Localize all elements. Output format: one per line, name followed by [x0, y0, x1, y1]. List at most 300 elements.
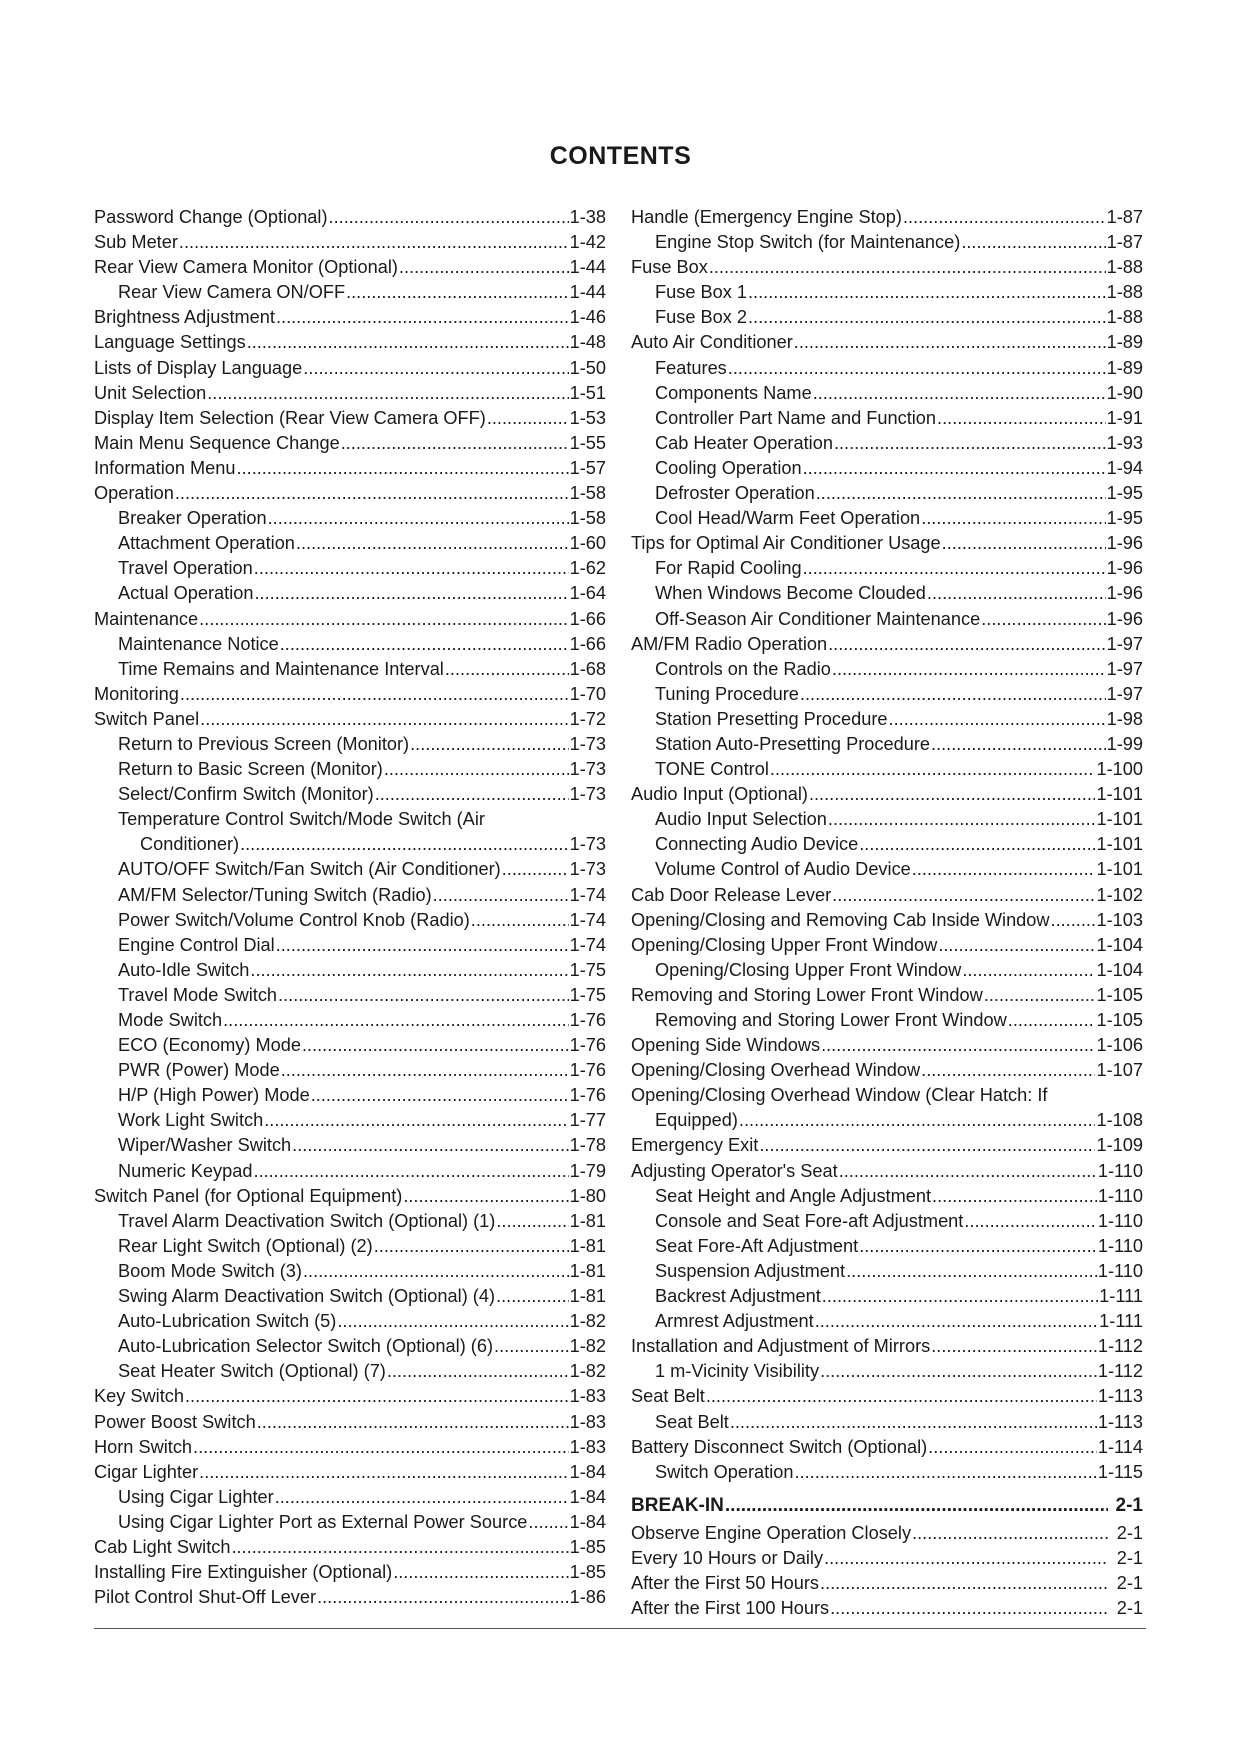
toc-entry-page: 1-104 — [1096, 934, 1143, 955]
toc-entry-title: Installing Fire Extinguisher (Optional) — [94, 1562, 393, 1583]
toc-entry[interactable] — [94, 857, 606, 882]
toc-entry[interactable] — [631, 1309, 1143, 1334]
toc-entry-title: Station Auto-Presetting Procedure — [655, 733, 930, 754]
toc-entry[interactable] — [631, 1460, 1143, 1485]
toc-leader-dots — [759, 1133, 1095, 1158]
toc-entry[interactable] — [94, 356, 606, 381]
toc-entry[interactable] — [631, 883, 1143, 908]
toc-entry-title: Information Menu — [94, 457, 236, 478]
toc-entry[interactable] — [94, 1108, 606, 1133]
toc-leader-dots — [820, 1359, 1097, 1384]
toc-entry-title: Display Item Selection (Rear View Camera OFF) — [94, 407, 486, 428]
toc-entry[interactable] — [94, 1560, 606, 1585]
toc-entry-title: Travel Operation — [118, 558, 253, 579]
toc-entry[interactable] — [631, 1184, 1143, 1209]
toc-entry[interactable] — [631, 1521, 1143, 1546]
toc-section-heading[interactable] — [631, 1493, 1143, 1521]
toc-entry[interactable] — [94, 1485, 606, 1510]
toc-entry-title: Key Switch — [94, 1386, 184, 1407]
toc-leader-dots — [728, 356, 1106, 381]
toc-entry[interactable] — [631, 1083, 1143, 1108]
toc-entry[interactable] — [631, 632, 1143, 657]
toc-entry-title: Power Switch/Volume Control Knob (Radio) — [118, 909, 470, 930]
toc-leader-dots — [1051, 908, 1096, 933]
toc-entry-page: 1-110 — [1097, 1260, 1143, 1281]
toc-entry-title: PWR (Power) Mode — [118, 1060, 280, 1081]
toc-entry-page: 1-105 — [1096, 1010, 1143, 1030]
toc-entry-page: 1-74 — [569, 934, 606, 955]
toc-entry-title: Using Cigar Lighter — [118, 1486, 274, 1507]
toc-leader-dots — [237, 456, 569, 481]
toc-leader-dots — [921, 1058, 1095, 1083]
toc-entry-page: 1-51 — [569, 382, 606, 403]
toc-leader-dots — [981, 607, 1105, 632]
toc-entry-title: Work Light Switch — [118, 1110, 264, 1131]
toc-entry-page: 1-81 — [569, 1210, 606, 1231]
toc-entry[interactable] — [631, 481, 1143, 506]
toc-entry-title: ECO (Economy) Mode — [118, 1035, 301, 1056]
toc-entry-page: 1-84 — [569, 1461, 606, 1482]
toc-entry[interactable] — [631, 933, 1143, 958]
toc-entry[interactable] — [631, 330, 1143, 355]
toc-entry[interactable] — [631, 1159, 1143, 1184]
toc-entry-title: Seat Height and Angle Adjustment — [655, 1185, 932, 1206]
toc-entry-page: 1-111 — [1099, 1286, 1143, 1307]
toc-entry-page: 1-85 — [569, 1562, 606, 1583]
toc-leader-dots — [834, 431, 1106, 456]
toc-entry-title: Fuse Box 2 — [655, 307, 747, 328]
toc-entry-title: Using Cigar Lighter Port as External Power Source — [118, 1511, 528, 1532]
toc-leader-dots — [496, 1209, 568, 1234]
toc-entry-page: 1-82 — [569, 1361, 606, 1382]
toc-entry-title: Seat Fore-Aft Adjustment — [655, 1235, 859, 1256]
toc-entry-title: Cab Heater Operation — [655, 432, 833, 453]
toc-entry-title: 1 m-Vicinity Visibility — [655, 1361, 820, 1382]
toc-entry[interactable] — [631, 983, 1143, 1008]
toc-leader-dots — [193, 1435, 569, 1460]
toc-leader-dots — [748, 305, 1106, 330]
toc-entry[interactable] — [631, 657, 1143, 682]
toc-entry[interactable] — [94, 1133, 606, 1158]
toc-entry[interactable] — [94, 732, 606, 757]
toc-entry-page: 1-77 — [569, 1110, 606, 1131]
toc-entry[interactable] — [94, 1083, 606, 1108]
toc-entry-title: Auto-Lubrication Switch (5) — [118, 1311, 337, 1332]
toc-entry-title: Maintenance Notice — [118, 633, 279, 654]
toc-entry-page: 1-81 — [569, 1286, 606, 1307]
toc-entry[interactable] — [631, 305, 1143, 330]
toc-entry[interactable] — [94, 406, 606, 431]
toc-entry-title: Conditioner) — [140, 834, 240, 855]
toc-leader-dots — [984, 983, 1096, 1008]
toc-entry[interactable] — [631, 381, 1143, 406]
toc-leader-dots — [937, 406, 1106, 431]
toc-entry[interactable] — [94, 1510, 606, 1535]
toc-entry[interactable] — [631, 707, 1143, 732]
toc-leader-dots — [231, 1535, 568, 1560]
toc-leader-dots — [962, 958, 1095, 983]
toc-entry[interactable] — [94, 280, 606, 305]
toc-entry-title: Auto Air Conditioner — [631, 332, 793, 353]
toc-entry[interactable] — [631, 1596, 1143, 1621]
toc-entry-title: Switch Panel — [94, 708, 200, 729]
toc-entry-title: Travel Mode Switch — [118, 984, 278, 1005]
toc-entry[interactable] — [94, 933, 606, 958]
toc-entry-page: 1-66 — [569, 608, 606, 629]
toc-entry[interactable] — [94, 330, 606, 355]
toc-leader-dots — [341, 431, 569, 456]
toc-entry[interactable] — [631, 1008, 1143, 1033]
toc-entry[interactable] — [94, 1334, 606, 1359]
toc-leader-dots — [403, 1184, 568, 1209]
toc-entry-page: 1-70 — [569, 683, 606, 704]
toc-leader-dots — [199, 607, 568, 632]
toc-entry-title: Emergency Exit — [631, 1135, 759, 1156]
toc-entry[interactable] — [94, 632, 606, 657]
toc-entry[interactable] — [94, 255, 606, 280]
toc-entry-page: 1-75 — [569, 959, 606, 980]
toc-entry-title: Numeric Keypad — [118, 1160, 253, 1181]
toc-leader-dots — [859, 1234, 1097, 1259]
toc-entry-page: 1-57 — [569, 457, 606, 478]
toc-entry-title: Adjusting Operator's Seat — [631, 1160, 838, 1181]
toc-entry-page: 1-112 — [1097, 1336, 1143, 1357]
toc-leader-dots — [346, 280, 569, 305]
toc-entry[interactable] — [94, 1284, 606, 1309]
toc-entry-page: 1-46 — [569, 307, 606, 328]
toc-leader-dots — [302, 1033, 569, 1058]
toc-entry-page: 1-83 — [569, 1411, 606, 1432]
toc-leader-dots — [794, 330, 1106, 355]
toc-leader-dots — [337, 1309, 568, 1334]
toc-entry-title: Brightness Adjustment — [94, 307, 275, 328]
toc-entry-title: Switch Panel (for Optional Equipment) — [94, 1185, 403, 1206]
toc-entry-title: Language Settings — [94, 332, 246, 353]
toc-leader-dots — [329, 205, 569, 230]
toc-entry[interactable] — [631, 1209, 1143, 1234]
toc-entry-page: 1-101 — [1096, 809, 1143, 830]
toc-entry-title: Travel Alarm Deactivation Switch (Optional) (1) — [118, 1210, 496, 1231]
toc-entry-title: Breaker Operation — [118, 508, 267, 529]
toc-entry[interactable] — [94, 757, 606, 782]
toc-entry-page: 1-68 — [569, 658, 606, 679]
toc-entry[interactable] — [631, 556, 1143, 581]
toc-entry-page: 1-58 — [569, 483, 606, 504]
toc-entry[interactable] — [631, 1359, 1143, 1384]
toc-entry[interactable] — [94, 1585, 606, 1610]
toc-entry[interactable] — [94, 1435, 606, 1460]
toc-entry[interactable] — [631, 431, 1143, 456]
toc-entry[interactable] — [94, 1058, 606, 1083]
toc-entry[interactable] — [94, 305, 606, 330]
toc-entry[interactable] — [631, 1133, 1143, 1158]
toc-entry-page: 1-84 — [569, 1486, 606, 1507]
toc-entry[interactable] — [631, 255, 1143, 280]
toc-entry-page: 1-78 — [569, 1135, 606, 1156]
toc-entry-title: Cooling Operation — [655, 457, 802, 478]
toc-entry-page: 1-90 — [1106, 382, 1143, 403]
toc-entry[interactable] — [631, 1259, 1143, 1284]
toc-entry[interactable] — [631, 782, 1143, 807]
toc-entry-page: 1-108 — [1096, 1110, 1143, 1131]
toc-leader-dots — [240, 832, 569, 857]
toc-leader-dots — [276, 305, 569, 330]
toc-entry-page: 1-113 — [1097, 1386, 1143, 1407]
toc-leader-dots — [433, 883, 569, 908]
toc-entry-title: Fuse Box 1 — [655, 282, 747, 303]
toc-entry[interactable] — [94, 832, 606, 857]
toc-entry[interactable] — [94, 1384, 606, 1409]
toc-entry[interactable] — [94, 506, 606, 531]
toc-entry-title: When Windows Become Clouded — [655, 583, 926, 604]
toc-entry[interactable] — [94, 456, 606, 481]
toc-leader-dots — [832, 883, 1095, 908]
toc-entry-title: Armrest Adjustment — [655, 1311, 814, 1332]
toc-entry[interactable] — [631, 531, 1143, 556]
toc-entry-page: 1-88 — [1106, 307, 1143, 328]
toc-entry-page: 2-1 — [1116, 1522, 1143, 1543]
toc-entry-title: Controller Part Name and Function — [655, 407, 937, 428]
toc-entry[interactable] — [94, 908, 606, 933]
toc-entry-title: Lists of Display Language — [94, 357, 303, 378]
toc-leader-dots — [942, 531, 1106, 556]
toc-entry-title: AM/FM Selector/Tuning Switch (Radio) — [118, 884, 432, 905]
toc-entry[interactable] — [631, 456, 1143, 481]
toc-entry-page: 1-110 — [1097, 1235, 1143, 1256]
toc-entry-title: Station Presetting Procedure — [655, 708, 888, 729]
toc-entry-title: Observe Engine Operation Closely — [631, 1522, 912, 1543]
toc-entry[interactable] — [631, 682, 1143, 707]
toc-entry[interactable] — [94, 1309, 606, 1334]
toc-leader-dots — [496, 1284, 569, 1309]
toc-entry-title: Opening/Closing Overhead Window — [631, 1060, 921, 1081]
toc-entry-page: 1-81 — [569, 1260, 606, 1281]
toc-entry-title: AM/FM Radio Operation — [631, 633, 828, 654]
toc-leader-dots — [725, 1493, 1108, 1518]
toc-entry[interactable] — [631, 832, 1143, 857]
toc-entry[interactable] — [631, 732, 1143, 757]
toc-entry-title: Actual Operation — [118, 583, 254, 604]
toc-entry[interactable] — [631, 757, 1143, 782]
toc-entry-page: 1-104 — [1096, 959, 1143, 980]
toc-entry-page: 1-58 — [569, 508, 606, 529]
toc-leader-dots — [932, 1184, 1097, 1209]
toc-entry[interactable] — [631, 1571, 1143, 1596]
toc-leader-dots — [276, 933, 569, 958]
toc-entry-title: Swing Alarm Deactivation Switch (Optional) (4) — [118, 1286, 496, 1307]
toc-entry-page: 1-100 — [1096, 759, 1143, 780]
toc-entry-page: 2-1 — [1116, 1598, 1143, 1619]
toc-leader-dots — [502, 857, 569, 882]
toc-leader-dots — [180, 682, 569, 707]
toc-entry-page: 1-85 — [569, 1536, 606, 1557]
toc-leader-dots — [374, 1234, 569, 1259]
toc-entry[interactable] — [94, 1535, 606, 1560]
toc-leader-dots — [278, 983, 569, 1008]
toc-entry[interactable] — [631, 1033, 1143, 1058]
toc-entry-page: 1-62 — [569, 558, 606, 579]
toc-entry-page: 1-73 — [569, 834, 606, 855]
toc-entry[interactable] — [94, 531, 606, 556]
toc-entry-title: Equipped) — [655, 1110, 738, 1131]
toc-leader-dots — [247, 330, 569, 355]
toc-entry[interactable] — [94, 1033, 606, 1058]
toc-entry-page: 1-76 — [569, 1035, 606, 1056]
toc-leader-dots — [859, 832, 1095, 857]
toc-entry-title: Removing and Storing Lower Front Window — [655, 1010, 1007, 1030]
toc-entry-page: 1-60 — [569, 533, 606, 554]
toc-leader-dots — [528, 1510, 568, 1535]
toc-entry-page: 1-101 — [1096, 784, 1143, 805]
toc-leader-dots — [384, 757, 569, 782]
toc-entry[interactable] — [631, 581, 1143, 606]
toc-entry[interactable] — [94, 707, 606, 732]
toc-entry[interactable] — [631, 1546, 1143, 1571]
toc-entry[interactable] — [631, 1234, 1143, 1259]
toc-entry-page: 1-64 — [569, 583, 606, 604]
toc-entry[interactable] — [94, 431, 606, 456]
toc-leader-dots — [816, 481, 1106, 506]
toc-entry[interactable] — [94, 782, 606, 807]
toc-entry[interactable] — [94, 1209, 606, 1234]
toc-entry-page: 1-72 — [569, 708, 606, 729]
toc-entry-title: Off-Season Air Conditioner Maintenance — [655, 608, 981, 629]
toc-entry[interactable] — [94, 1460, 606, 1485]
toc-entry-page: 1-73 — [569, 859, 606, 880]
toc-leader-dots — [264, 1108, 568, 1133]
toc-column-right — [631, 205, 1143, 1621]
toc-leader-dots — [280, 632, 569, 657]
toc-entry-page: 1-73 — [569, 733, 606, 754]
toc-entry[interactable] — [94, 1159, 606, 1184]
toc-entry[interactable] — [631, 908, 1143, 933]
toc-leader-dots — [254, 581, 568, 606]
toc-entry[interactable] — [631, 807, 1143, 832]
toc-entry-page: 1-80 — [569, 1185, 606, 1206]
toc-entry-page: 1-75 — [569, 984, 606, 1005]
toc-entry[interactable] — [631, 1384, 1143, 1409]
toc-entry[interactable] — [631, 1108, 1143, 1133]
toc-entry[interactable] — [631, 506, 1143, 531]
toc-leader-dots — [739, 1108, 1096, 1133]
toc-entry-page: 1-50 — [569, 357, 606, 378]
toc-entry[interactable] — [94, 205, 606, 230]
toc-entry[interactable] — [94, 1359, 606, 1384]
toc-entry-title: Password Change (Optional) — [94, 207, 328, 227]
toc-entry-title: Opening/Closing Upper Front Window — [655, 959, 962, 980]
toc-entry[interactable] — [94, 682, 606, 707]
toc-entry-page: 1-107 — [1096, 1060, 1143, 1081]
toc-leader-dots — [813, 381, 1106, 406]
toc-entry-page: 1-79 — [569, 1160, 606, 1181]
toc-leader-dots — [254, 556, 569, 581]
toc-entry-page: 1-110 — [1097, 1160, 1143, 1181]
toc-leader-dots — [175, 481, 569, 506]
toc-entry-page: 1-110 — [1097, 1185, 1143, 1206]
toc-entry[interactable] — [631, 958, 1143, 983]
toc-leader-dots — [938, 933, 1095, 958]
toc-entry[interactable] — [631, 230, 1143, 255]
toc-leader-dots — [207, 381, 568, 406]
toc-entry[interactable] — [631, 1284, 1143, 1309]
toc-entry-page: 1-114 — [1097, 1436, 1143, 1457]
toc-entry[interactable] — [94, 883, 606, 908]
toc-leader-dots — [828, 807, 1096, 832]
toc-entry[interactable] — [94, 983, 606, 1008]
toc-entry[interactable] — [631, 1435, 1143, 1460]
toc-entry-page: 1-98 — [1106, 708, 1143, 729]
toc-entry-title: Opening/Closing and Removing Cab Inside Window — [631, 909, 1050, 930]
toc-entry[interactable] — [94, 581, 606, 606]
toc-entry[interactable] — [631, 280, 1143, 305]
toc-entry-page: 1-112 — [1097, 1361, 1143, 1382]
toc-entry[interactable] — [94, 1259, 606, 1284]
toc-entry[interactable] — [631, 406, 1143, 431]
toc-entry[interactable] — [631, 1334, 1143, 1359]
toc-leader-dots — [317, 1585, 569, 1610]
toc-entry-page: 1-76 — [569, 1010, 606, 1030]
toc-entry-title: Unit Selection — [94, 382, 207, 403]
toc-leader-dots — [399, 255, 569, 280]
toc-entry-page: 1-83 — [569, 1436, 606, 1457]
toc-entry[interactable] — [94, 807, 606, 832]
toc-entry[interactable] — [94, 657, 606, 682]
toc-leader-dots — [706, 1384, 1097, 1409]
toc-entry-title: Rear View Camera Monitor (Optional) — [94, 257, 398, 278]
toc-leader-dots — [730, 1410, 1097, 1435]
toc-entry-title: Cigar Lighter — [94, 1461, 199, 1482]
toc-leader-dots — [748, 280, 1106, 305]
toc-entry[interactable] — [94, 1234, 606, 1259]
toc-entry-page: 1-44 — [569, 282, 606, 303]
toc-entry[interactable] — [631, 857, 1143, 882]
toc-entry[interactable] — [94, 481, 606, 506]
toc-entry[interactable] — [94, 556, 606, 581]
toc-entry-page: 1-115 — [1097, 1461, 1143, 1482]
toc-entry[interactable] — [94, 1410, 606, 1435]
toc-entry[interactable] — [631, 1058, 1143, 1083]
toc-entry-title: Tips for Optimal Air Conditioner Usage — [631, 533, 941, 554]
toc-leader-dots — [821, 1033, 1095, 1058]
toc-entry[interactable] — [631, 205, 1143, 230]
toc-entry[interactable] — [631, 356, 1143, 381]
toc-entry-title: Handle (Emergency Engine Stop) — [631, 207, 902, 227]
toc-leader-dots — [303, 356, 568, 381]
toc-entry-title: Main Menu Sequence Change — [94, 432, 340, 453]
toc-entry[interactable] — [94, 958, 606, 983]
toc-leader-dots — [709, 255, 1106, 280]
toc-entry-page: 1-113 — [1097, 1411, 1143, 1432]
toc-entry[interactable] — [94, 1184, 606, 1209]
toc-entry[interactable] — [94, 381, 606, 406]
toc-entry-page: 1-73 — [569, 759, 606, 780]
toc-entry[interactable] — [94, 607, 606, 632]
toc-entry[interactable] — [631, 1410, 1143, 1435]
toc-entry-page: 1-101 — [1096, 859, 1143, 880]
toc-entry-page: 1-103 — [1096, 909, 1143, 930]
toc-entry[interactable] — [94, 230, 606, 255]
toc-entry-title: Engine Stop Switch (for Maintenance) — [655, 232, 961, 253]
toc-leader-dots — [281, 1058, 569, 1083]
toc-entry-page: 1-89 — [1106, 357, 1143, 378]
toc-leader-dots — [494, 1334, 569, 1359]
toc-entry-page: 1-93 — [1106, 432, 1143, 453]
toc-leader-dots — [912, 857, 1096, 882]
toc-entry[interactable] — [631, 607, 1143, 632]
toc-leader-dots — [375, 782, 569, 807]
toc-entry-title: Opening/Closing Upper Front Window — [631, 934, 938, 955]
toc-entry[interactable] — [94, 1008, 606, 1033]
